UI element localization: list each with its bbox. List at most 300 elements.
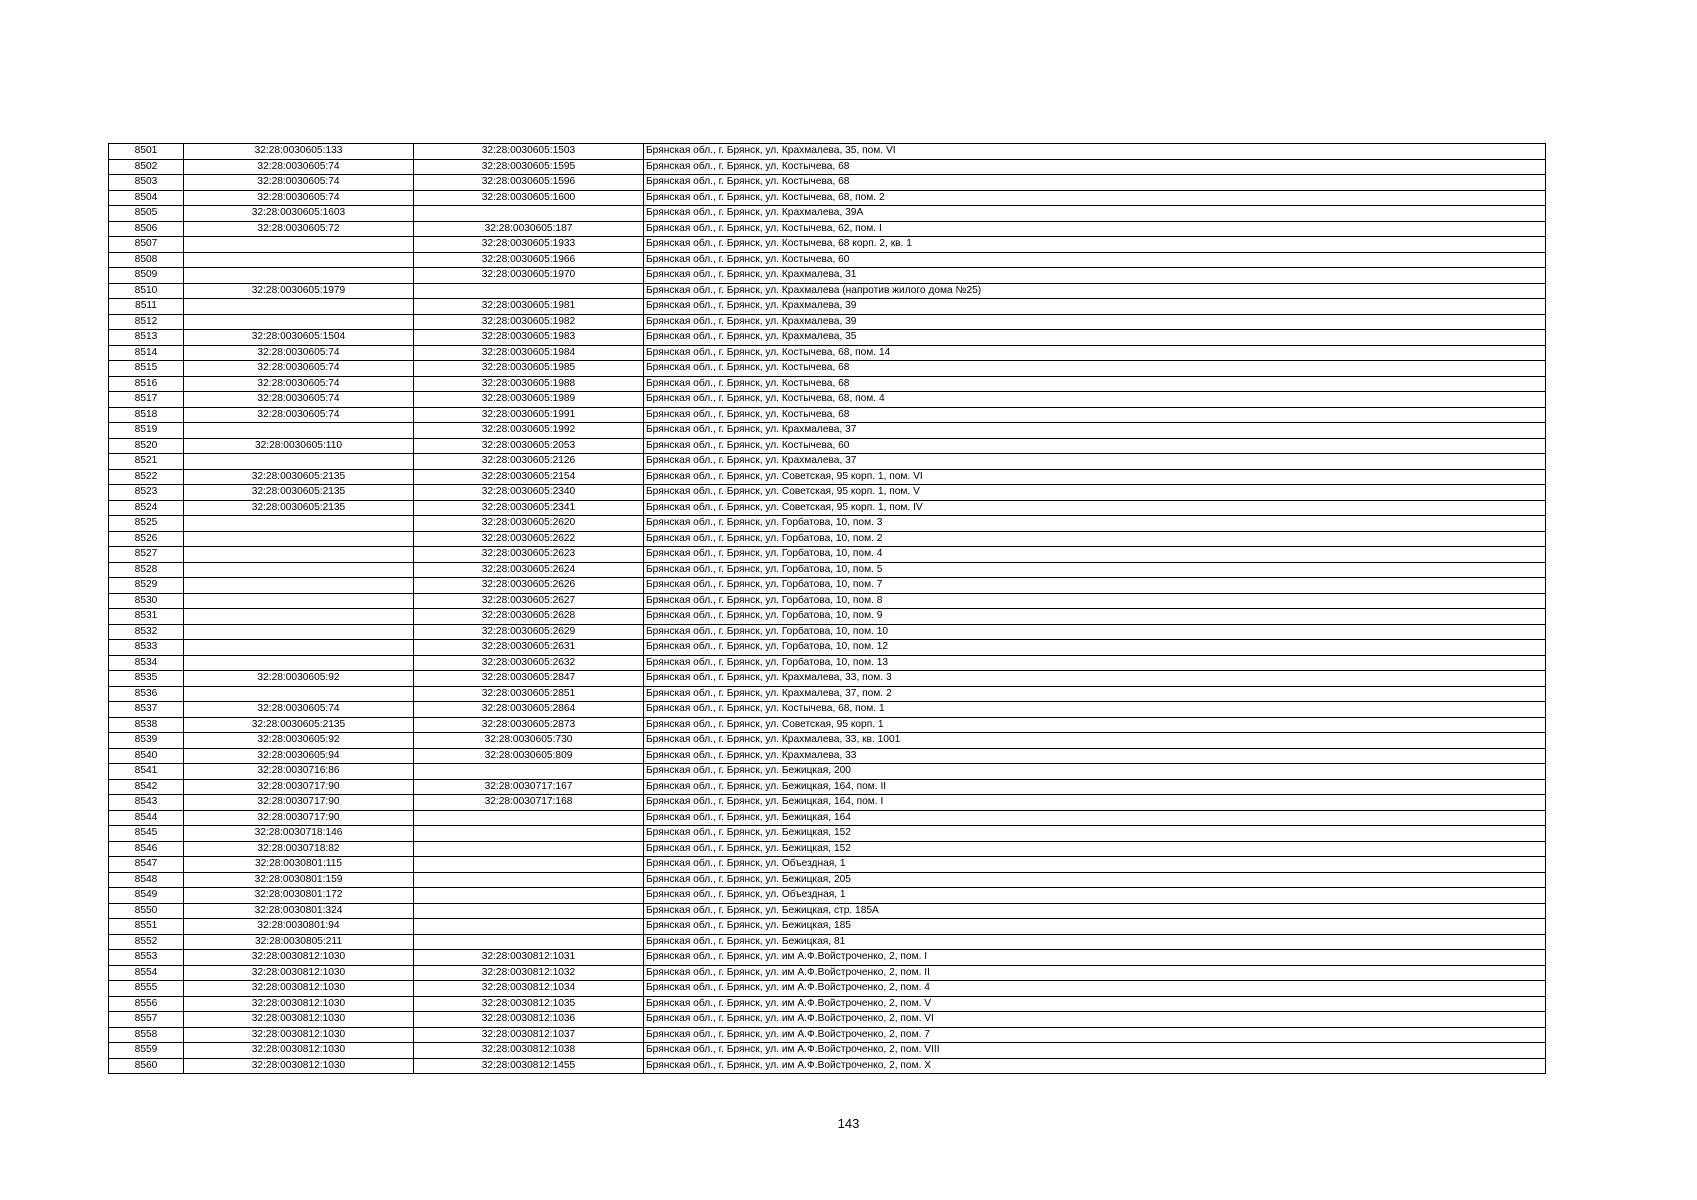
row-number-cell: 8515	[109, 361, 184, 377]
table-row	[109, 407, 1546, 423]
parent-cadastral-number-cell: 32:28:0030605:74	[184, 345, 414, 361]
cadastral-number-cell: 32:28:0030605:2622	[414, 531, 644, 547]
cadastral-number-cell: 32:28:0030605:1981	[414, 299, 644, 315]
table-row	[109, 330, 1546, 346]
row-number-cell: 8507	[109, 237, 184, 253]
table-row	[109, 717, 1546, 733]
cadastral-number-cell: 32:28:0030605:2154	[414, 469, 644, 485]
parent-cadastral-number-cell: 32:28:0030812:1030	[184, 965, 414, 981]
row-number-cell: 8555	[109, 981, 184, 997]
row-number-cell: 8553	[109, 950, 184, 966]
parent-cadastral-number-cell	[184, 516, 414, 532]
table-row	[109, 733, 1546, 749]
address-cell: Брянская обл., г. Брянск, ул. им А.Ф.Войстроченко, 2, пом. VI	[644, 1012, 1546, 1028]
parent-cadastral-number-cell: 32:28:0030716:86	[184, 764, 414, 780]
cadastral-number-cell: 32:28:0030812:1032	[414, 965, 644, 981]
address-cell: Брянская обл., г. Брянск, ул. им А.Ф.Войстроченко, 2, пом. X	[644, 1058, 1546, 1074]
address-cell: Брянская обл., г. Брянск, ул. Костычева, 68	[644, 407, 1546, 423]
table-row	[109, 826, 1546, 842]
parent-cadastral-number-cell	[184, 593, 414, 609]
cadastral-number-cell: 32:28:0030605:1985	[414, 361, 644, 377]
row-number-cell: 8540	[109, 748, 184, 764]
cadastral-number-cell: 32:28:0030605:1596	[414, 175, 644, 191]
parent-cadastral-number-cell: 32:28:0030718:146	[184, 826, 414, 842]
cadastral-number-cell	[414, 206, 644, 222]
row-number-cell: 8556	[109, 996, 184, 1012]
row-number-cell: 8541	[109, 764, 184, 780]
table-row	[109, 981, 1546, 997]
address-cell: Брянская обл., г. Брянск, ул. Горбатова, 10, пом. 7	[644, 578, 1546, 594]
parent-cadastral-number-cell: 32:28:0030801:159	[184, 872, 414, 888]
row-number-cell: 8502	[109, 159, 184, 175]
row-number-cell: 8519	[109, 423, 184, 439]
row-number-cell: 8548	[109, 872, 184, 888]
page-number: 143	[837, 1116, 860, 1131]
parent-cadastral-number-cell	[184, 686, 414, 702]
parent-cadastral-number-cell: 32:28:0030605:74	[184, 175, 414, 191]
row-number-cell: 8505	[109, 206, 184, 222]
row-number-cell: 8542	[109, 779, 184, 795]
parent-cadastral-number-cell	[184, 624, 414, 640]
parent-cadastral-number-cell: 32:28:0030605:1504	[184, 330, 414, 346]
row-number-cell: 8512	[109, 314, 184, 330]
parent-cadastral-number-cell: 32:28:0030812:1030	[184, 1027, 414, 1043]
table-row	[109, 469, 1546, 485]
row-number-cell: 8550	[109, 903, 184, 919]
cadastral-number-cell: 32:28:0030605:2340	[414, 485, 644, 501]
address-cell: Брянская обл., г. Брянск, ул. Костычева, 68, пом. 1	[644, 702, 1546, 718]
table-row	[109, 934, 1546, 950]
row-number-cell: 8504	[109, 190, 184, 206]
table-row	[109, 175, 1546, 191]
row-number-cell: 8501	[109, 144, 184, 160]
parent-cadastral-number-cell: 32:28:0030605:74	[184, 361, 414, 377]
table-row	[109, 593, 1546, 609]
parent-cadastral-number-cell: 32:28:0030605:2135	[184, 469, 414, 485]
row-number-cell: 8530	[109, 593, 184, 609]
cadastral-number-cell: 32:28:0030717:168	[414, 795, 644, 811]
address-cell: Брянская обл., г. Брянск, ул. Крахмалева, 35	[644, 330, 1546, 346]
table-row	[109, 640, 1546, 656]
parent-cadastral-number-cell	[184, 268, 414, 284]
table-row	[109, 516, 1546, 532]
cadastral-number-cell: 32:28:0030605:1982	[414, 314, 644, 330]
row-number-cell: 8527	[109, 547, 184, 563]
cadastral-number-cell	[414, 841, 644, 857]
parent-cadastral-number-cell: 32:28:0030717:90	[184, 779, 414, 795]
row-number-cell: 8547	[109, 857, 184, 873]
address-cell: Брянская обл., г. Брянск, ул. Советская, 95 корп. 1, пом. IV	[644, 500, 1546, 516]
row-number-cell: 8539	[109, 733, 184, 749]
address-cell: Брянская обл., г. Брянск, ул. Крахмалева, 37	[644, 454, 1546, 470]
cadastral-number-cell: 32:28:0030605:1992	[414, 423, 644, 439]
row-number-cell: 8531	[109, 609, 184, 625]
row-number-cell: 8551	[109, 919, 184, 935]
parent-cadastral-number-cell: 32:28:0030812:1030	[184, 950, 414, 966]
table-row	[109, 221, 1546, 237]
cadastral-number-cell: 32:28:0030605:2620	[414, 516, 644, 532]
row-number-cell: 8517	[109, 392, 184, 408]
row-number-cell: 8509	[109, 268, 184, 284]
table-row	[109, 314, 1546, 330]
table-row	[109, 454, 1546, 470]
address-cell: Брянская обл., г. Брянск, ул. Объездная, 1	[644, 888, 1546, 904]
parent-cadastral-number-cell: 32:28:0030805:211	[184, 934, 414, 950]
cadastral-number-cell: 32:28:0030812:1037	[414, 1027, 644, 1043]
cadastral-number-cell: 32:28:0030605:2623	[414, 547, 644, 563]
table-row	[109, 1058, 1546, 1074]
row-number-cell: 8516	[109, 376, 184, 392]
row-number-cell: 8538	[109, 717, 184, 733]
address-cell: Брянская обл., г. Брянск, ул. Бежицкая, 185	[644, 919, 1546, 935]
table-row	[109, 919, 1546, 935]
row-number-cell: 8534	[109, 655, 184, 671]
parent-cadastral-number-cell: 32:28:0030801:324	[184, 903, 414, 919]
address-cell: Брянская обл., г. Брянск, ул. им А.Ф.Войстроченко, 2, пом. VIII	[644, 1043, 1546, 1059]
table-row	[109, 857, 1546, 873]
address-cell: Брянская обл., г. Брянск, ул. Советская, 95 корп. 1, пом. V	[644, 485, 1546, 501]
row-number-cell: 8554	[109, 965, 184, 981]
cadastral-number-cell: 32:28:0030605:2126	[414, 454, 644, 470]
cadastral-number-cell: 32:28:0030812:1034	[414, 981, 644, 997]
parent-cadastral-number-cell: 32:28:0030812:1030	[184, 1012, 414, 1028]
address-cell: Брянская обл., г. Брянск, ул. Бежицкая, 200	[644, 764, 1546, 780]
table-row	[109, 965, 1546, 981]
row-number-cell: 8518	[109, 407, 184, 423]
row-number-cell: 8521	[109, 454, 184, 470]
parent-cadastral-number-cell: 32:28:0030605:72	[184, 221, 414, 237]
address-cell: Брянская обл., г. Брянск, ул. Крахмалева, 35, пом. VI	[644, 144, 1546, 160]
table-row	[109, 237, 1546, 253]
cadastral-number-cell: 32:28:0030605:2847	[414, 671, 644, 687]
address-cell: Брянская обл., г. Брянск, ул. Крахмалева, 39А	[644, 206, 1546, 222]
address-cell: Брянская обл., г. Брянск, ул. Бежицкая, 152	[644, 826, 1546, 842]
row-number-cell: 8523	[109, 485, 184, 501]
cadastral-number-cell: 32:28:0030605:809	[414, 748, 644, 764]
table-row	[109, 361, 1546, 377]
parent-cadastral-number-cell: 32:28:0030801:94	[184, 919, 414, 935]
cadastral-number-cell: 32:28:0030605:2864	[414, 702, 644, 718]
row-number-cell: 8525	[109, 516, 184, 532]
address-cell: Брянская обл., г. Брянск, ул. Горбатова, 10, пом. 13	[644, 655, 1546, 671]
row-number-cell: 8537	[109, 702, 184, 718]
address-cell: Брянская обл., г. Брянск, ул. Костычева, 68, пом. 4	[644, 392, 1546, 408]
parent-cadastral-number-cell: 32:28:0030605:74	[184, 407, 414, 423]
address-cell: Брянская обл., г. Брянск, ул. Объездная, 1	[644, 857, 1546, 873]
parent-cadastral-number-cell	[184, 609, 414, 625]
cadastral-number-cell	[414, 888, 644, 904]
row-number-cell: 8508	[109, 252, 184, 268]
row-number-cell: 8528	[109, 562, 184, 578]
address-cell: Брянская обл., г. Брянск, ул. им А.Ф.Войстроченко, 2, пом. 7	[644, 1027, 1546, 1043]
row-number-cell: 8532	[109, 624, 184, 640]
table-row	[109, 702, 1546, 718]
row-number-cell: 8511	[109, 299, 184, 315]
table-row	[109, 252, 1546, 268]
table-row	[109, 903, 1546, 919]
address-cell: Брянская обл., г. Брянск, ул. Горбатова, 10, пом. 3	[644, 516, 1546, 532]
cadastral-number-cell: 32:28:0030605:2628	[414, 609, 644, 625]
parent-cadastral-number-cell: 32:28:0030605:1603	[184, 206, 414, 222]
cadastral-number-cell: 32:28:0030605:1989	[414, 392, 644, 408]
table-row	[109, 764, 1546, 780]
parent-cadastral-number-cell: 32:28:0030605:2135	[184, 485, 414, 501]
parent-cadastral-number-cell: 32:28:0030605:2135	[184, 500, 414, 516]
cadastral-number-cell: 32:28:0030605:2053	[414, 438, 644, 454]
table-row	[109, 438, 1546, 454]
cadastral-number-cell: 32:28:0030605:1983	[414, 330, 644, 346]
row-number-cell: 8535	[109, 671, 184, 687]
address-cell: Брянская обл., г. Брянск, ул. Крахмалева, 33, пом. 3	[644, 671, 1546, 687]
parent-cadastral-number-cell: 32:28:0030605:74	[184, 376, 414, 392]
address-cell: Брянская обл., г. Брянск, ул. Крахмалева, 37, пом. 2	[644, 686, 1546, 702]
cadastral-number-cell: 32:28:0030605:2627	[414, 593, 644, 609]
cadastral-number-cell	[414, 919, 644, 935]
cadastral-number-cell: 32:28:0030717:167	[414, 779, 644, 795]
cadastral-number-cell: 32:28:0030605:2631	[414, 640, 644, 656]
address-cell: Брянская обл., г. Брянск, ул. Горбатова, 10, пом. 5	[644, 562, 1546, 578]
address-cell: Брянская обл., г. Брянск, ул. Горбатова, 10, пом. 10	[644, 624, 1546, 640]
address-cell: Брянская обл., г. Брянск, ул. Костычева, 68 корп. 2, кв. 1	[644, 237, 1546, 253]
cadastral-number-cell	[414, 903, 644, 919]
parent-cadastral-number-cell: 32:28:0030718:82	[184, 841, 414, 857]
parent-cadastral-number-cell: 32:28:0030605:94	[184, 748, 414, 764]
table-row	[109, 872, 1546, 888]
cadastral-number-cell: 32:28:0030605:2341	[414, 500, 644, 516]
address-cell: Брянская обл., г. Брянск, ул. им А.Ф.Войстроченко, 2, пом. V	[644, 996, 1546, 1012]
address-cell: Брянская обл., г. Брянск, ул. Костычева, 60	[644, 438, 1546, 454]
table-row	[109, 144, 1546, 160]
parent-cadastral-number-cell	[184, 655, 414, 671]
cadastral-number-cell: 32:28:0030605:1966	[414, 252, 644, 268]
address-cell: Брянская обл., г. Брянск, ул. им А.Ф.Войстроченко, 2, пом. II	[644, 965, 1546, 981]
address-cell: Брянская обл., г. Брянск, ул. Горбатова, 10, пом. 8	[644, 593, 1546, 609]
parent-cadastral-number-cell: 32:28:0030605:74	[184, 702, 414, 718]
table-row	[109, 206, 1546, 222]
row-number-cell: 8529	[109, 578, 184, 594]
parent-cadastral-number-cell: 32:28:0030605:92	[184, 733, 414, 749]
cadastral-number-cell: 32:28:0030605:1595	[414, 159, 644, 175]
row-number-cell: 8545	[109, 826, 184, 842]
address-cell: Брянская обл., г. Брянск, ул. Бежицкая, 164, пом. I	[644, 795, 1546, 811]
cadastral-number-cell: 32:28:0030605:730	[414, 733, 644, 749]
parent-cadastral-number-cell: 32:28:0030605:74	[184, 392, 414, 408]
cadastral-number-cell	[414, 872, 644, 888]
address-cell: Брянская обл., г. Брянск, ул. Бежицкая, стр. 185А	[644, 903, 1546, 919]
table-row	[109, 1043, 1546, 1059]
row-number-cell: 8546	[109, 841, 184, 857]
cadastral-number-cell: 32:28:0030605:2626	[414, 578, 644, 594]
parent-cadastral-number-cell	[184, 562, 414, 578]
parent-cadastral-number-cell	[184, 314, 414, 330]
table-row	[109, 376, 1546, 392]
table-row	[109, 299, 1546, 315]
table-row	[109, 1027, 1546, 1043]
address-cell: Брянская обл., г. Брянск, ул. Советская, 95 корп. 1, пом. VI	[644, 469, 1546, 485]
cadastral-number-cell: 32:28:0030812:1035	[414, 996, 644, 1012]
table-row	[109, 485, 1546, 501]
cadastral-number-cell: 32:28:0030605:2629	[414, 624, 644, 640]
table-row	[109, 795, 1546, 811]
address-cell: Брянская обл., г. Брянск, ул. Горбатова, 10, пом. 4	[644, 547, 1546, 563]
address-cell: Брянская обл., г. Брянск, ул. им А.Ф.Войстроченко, 2, пом. I	[644, 950, 1546, 966]
parent-cadastral-number-cell	[184, 547, 414, 563]
table-row	[109, 345, 1546, 361]
table-row	[109, 888, 1546, 904]
table-row	[109, 190, 1546, 206]
cadastral-number-cell: 32:28:0030605:1600	[414, 190, 644, 206]
parent-cadastral-number-cell: 32:28:0030605:74	[184, 190, 414, 206]
row-number-cell: 8536	[109, 686, 184, 702]
cadastral-number-cell: 32:28:0030605:2632	[414, 655, 644, 671]
table-row	[109, 283, 1546, 299]
address-cell: Брянская обл., г. Брянск, ул. Крахмалева (напротив жилого дома №25)	[644, 283, 1546, 299]
parent-cadastral-number-cell	[184, 578, 414, 594]
parent-cadastral-number-cell	[184, 423, 414, 439]
table-row	[109, 392, 1546, 408]
parent-cadastral-number-cell: 32:28:0030605:1979	[184, 283, 414, 299]
address-cell: Брянская обл., г. Брянск, ул. Бежицкая, 164, пом. II	[644, 779, 1546, 795]
address-cell: Брянская обл., г. Брянск, ул. Костычева, 68	[644, 175, 1546, 191]
cadastral-number-cell: 32:28:0030812:1038	[414, 1043, 644, 1059]
table-row	[109, 531, 1546, 547]
cadastral-number-cell	[414, 857, 644, 873]
row-number-cell: 8506	[109, 221, 184, 237]
parent-cadastral-number-cell: 32:28:0030605:133	[184, 144, 414, 160]
row-number-cell: 8524	[109, 500, 184, 516]
cadastral-number-cell: 32:28:0030812:1036	[414, 1012, 644, 1028]
address-cell: Брянская обл., г. Брянск, ул. Крахмалева, 31	[644, 268, 1546, 284]
table-row	[109, 159, 1546, 175]
table-row	[109, 547, 1546, 563]
row-number-cell: 8559	[109, 1043, 184, 1059]
cadastral-number-cell	[414, 810, 644, 826]
row-number-cell: 8526	[109, 531, 184, 547]
parent-cadastral-number-cell	[184, 252, 414, 268]
row-number-cell: 8533	[109, 640, 184, 656]
parent-cadastral-number-cell: 32:28:0030605:74	[184, 159, 414, 175]
cadastral-number-cell: 32:28:0030605:1970	[414, 268, 644, 284]
parent-cadastral-number-cell	[184, 531, 414, 547]
row-number-cell: 8558	[109, 1027, 184, 1043]
table-row	[109, 423, 1546, 439]
table-row	[109, 686, 1546, 702]
row-number-cell: 8514	[109, 345, 184, 361]
table-row	[109, 624, 1546, 640]
address-cell: Брянская обл., г. Брянск, ул. Бежицкая, 152	[644, 841, 1546, 857]
address-cell: Брянская обл., г. Брянск, ул. Горбатова, 10, пом. 12	[644, 640, 1546, 656]
table-row	[109, 1012, 1546, 1028]
table-row	[109, 996, 1546, 1012]
cadastral-number-cell	[414, 764, 644, 780]
cadastral-number-cell: 32:28:0030812:1031	[414, 950, 644, 966]
table-row	[109, 748, 1546, 764]
address-cell: Брянская обл., г. Брянск, ул. Костычева, 68	[644, 361, 1546, 377]
table-row	[109, 609, 1546, 625]
row-number-cell: 8510	[109, 283, 184, 299]
address-cell: Брянская обл., г. Брянск, ул. Костычева, 68	[644, 376, 1546, 392]
table-row	[109, 268, 1546, 284]
cadastral-number-cell	[414, 934, 644, 950]
parent-cadastral-number-cell: 32:28:0030717:90	[184, 810, 414, 826]
row-number-cell: 8549	[109, 888, 184, 904]
row-number-cell: 8560	[109, 1058, 184, 1074]
table-row	[109, 655, 1546, 671]
table-row	[109, 562, 1546, 578]
address-cell: Брянская обл., г. Брянск, ул. Костычева, 62, пом. I	[644, 221, 1546, 237]
address-cell: Брянская обл., г. Брянск, ул. Крахмалева, 39	[644, 314, 1546, 330]
cadastral-number-cell: 32:28:0030605:1984	[414, 345, 644, 361]
parent-cadastral-number-cell: 32:28:0030812:1030	[184, 996, 414, 1012]
address-cell: Брянская обл., г. Брянск, ул. Бежицкая, 164	[644, 810, 1546, 826]
cadastral-number-cell: 32:28:0030605:187	[414, 221, 644, 237]
cadastral-number-cell: 32:28:0030605:2873	[414, 717, 644, 733]
registry-table-body	[109, 144, 1546, 1074]
cadastral-number-cell	[414, 826, 644, 842]
address-cell: Брянская обл., г. Брянск, ул. Костычева, 68, пом. 14	[644, 345, 1546, 361]
parent-cadastral-number-cell: 32:28:0030717:90	[184, 795, 414, 811]
address-cell: Брянская обл., г. Брянск, ул. Крахмалева, 33, кв. 1001	[644, 733, 1546, 749]
cadastral-number-cell: 32:28:0030605:1988	[414, 376, 644, 392]
address-cell: Брянская обл., г. Брянск, ул. Бежицкая, 81	[644, 934, 1546, 950]
parent-cadastral-number-cell	[184, 640, 414, 656]
table-row	[109, 779, 1546, 795]
address-cell: Брянская обл., г. Брянск, ул. Крахмалева, 39	[644, 299, 1546, 315]
row-number-cell: 8503	[109, 175, 184, 191]
parent-cadastral-number-cell	[184, 454, 414, 470]
parent-cadastral-number-cell: 32:28:0030812:1030	[184, 1058, 414, 1074]
row-number-cell: 8552	[109, 934, 184, 950]
address-cell: Брянская обл., г. Брянск, ул. Бежицкая, 205	[644, 872, 1546, 888]
property-registry-table	[108, 143, 1546, 1074]
address-cell: Брянская обл., г. Брянск, ул. Крахмалева, 33	[644, 748, 1546, 764]
address-cell: Брянская обл., г. Брянск, ул. Горбатова, 10, пом. 9	[644, 609, 1546, 625]
table-row	[109, 500, 1546, 516]
address-cell: Брянская обл., г. Брянск, ул. Костычева, 68, пом. 2	[644, 190, 1546, 206]
table-row	[109, 671, 1546, 687]
address-cell: Брянская обл., г. Брянск, ул. Горбатова, 10, пом. 2	[644, 531, 1546, 547]
cadastral-number-cell: 32:28:0030605:2851	[414, 686, 644, 702]
table-row	[109, 841, 1546, 857]
parent-cadastral-number-cell: 32:28:0030605:110	[184, 438, 414, 454]
table-row	[109, 950, 1546, 966]
row-number-cell: 8520	[109, 438, 184, 454]
table-row	[109, 578, 1546, 594]
cadastral-number-cell: 32:28:0030605:2624	[414, 562, 644, 578]
cadastral-number-cell: 32:28:0030812:1455	[414, 1058, 644, 1074]
parent-cadastral-number-cell: 32:28:0030812:1030	[184, 1043, 414, 1059]
parent-cadastral-number-cell: 32:28:0030605:92	[184, 671, 414, 687]
parent-cadastral-number-cell	[184, 299, 414, 315]
address-cell: Брянская обл., г. Брянск, ул. им А.Ф.Войстроченко, 2, пом. 4	[644, 981, 1546, 997]
cadastral-number-cell: 32:28:0030605:1991	[414, 407, 644, 423]
parent-cadastral-number-cell: 32:28:0030801:172	[184, 888, 414, 904]
address-cell: Брянская обл., г. Брянск, ул. Костычева, 68	[644, 159, 1546, 175]
row-number-cell: 8513	[109, 330, 184, 346]
parent-cadastral-number-cell	[184, 237, 414, 253]
parent-cadastral-number-cell: 32:28:0030812:1030	[184, 981, 414, 997]
parent-cadastral-number-cell: 32:28:0030605:2135	[184, 717, 414, 733]
cadastral-number-cell	[414, 283, 644, 299]
row-number-cell: 8522	[109, 469, 184, 485]
table-row	[109, 810, 1546, 826]
row-number-cell: 8543	[109, 795, 184, 811]
parent-cadastral-number-cell: 32:28:0030801:115	[184, 857, 414, 873]
address-cell: Брянская обл., г. Брянск, ул. Костычева, 60	[644, 252, 1546, 268]
cadastral-number-cell: 32:28:0030605:1503	[414, 144, 644, 160]
row-number-cell: 8557	[109, 1012, 184, 1028]
address-cell: Брянская обл., г. Брянск, ул. Советская, 95 корп. 1	[644, 717, 1546, 733]
